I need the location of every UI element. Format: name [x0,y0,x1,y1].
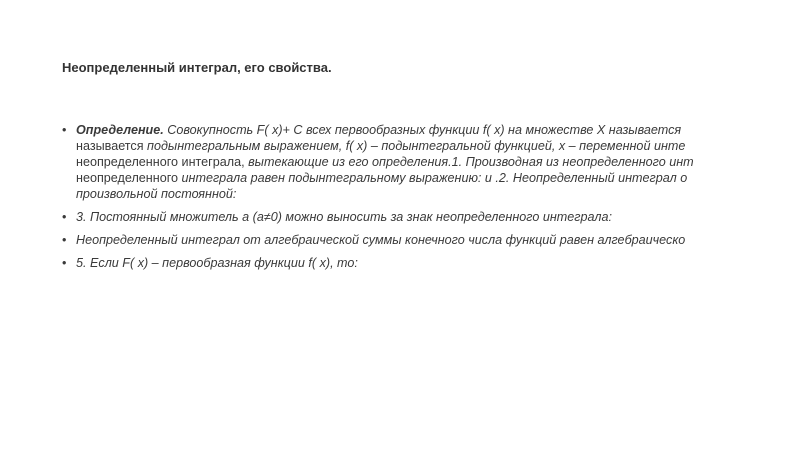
bullet-icon: • [62,256,67,270]
bullet-text: 3. Постоянный множитель a (a≠0) можно выносить за знак неопределенного интеграла: [76,210,612,224]
bullet-list [62,122,800,271]
bullet-icon: • [62,210,67,224]
definition-line-5: произвольной постоянной: [76,187,237,201]
definition-text-3b: вытекающие из его определения.1. Производная из неопределенного инт [248,155,694,169]
bullet-text: Неопределенный интеграл от алгебраической суммы конечного числа функций равен алгебраическо [76,233,686,247]
definition-line-3 [76,154,800,170]
definition-text-1: Совокупность F( x)+ C всех первообразных функции f( x) на множестве X называется [167,123,682,137]
bullet-antiderivative [62,255,800,271]
bullet-icon: • [62,123,67,137]
definition-line-1 [76,122,800,138]
bullet-text: 5. Если F( x) – первообразная функции f( x), то: [76,256,358,270]
definition-text-2b: подынтегральным выражением, f( x) – подынтегральной функцией, x – переменной инте [147,139,686,153]
definition-text-3a: неопределенного интеграла, [76,155,245,169]
definition-line-4 [76,170,800,186]
definition-text-4a: неопределенного [76,171,179,185]
definition-text-2a: называется [76,139,144,153]
bullet-constant-factor [62,209,800,225]
bullet-sum-property [62,232,800,248]
definition-lead: Определение. [76,123,164,137]
bullet-definition [62,122,800,202]
definition-text-4b: интеграла равен подынтегральному выражению: и .2. Неопределенный интеграл о [181,171,688,185]
bullet-icon: • [62,233,67,247]
definition-line-2 [76,138,800,154]
slide-title: Неопределенный интеграл, его свойства. [62,60,332,75]
